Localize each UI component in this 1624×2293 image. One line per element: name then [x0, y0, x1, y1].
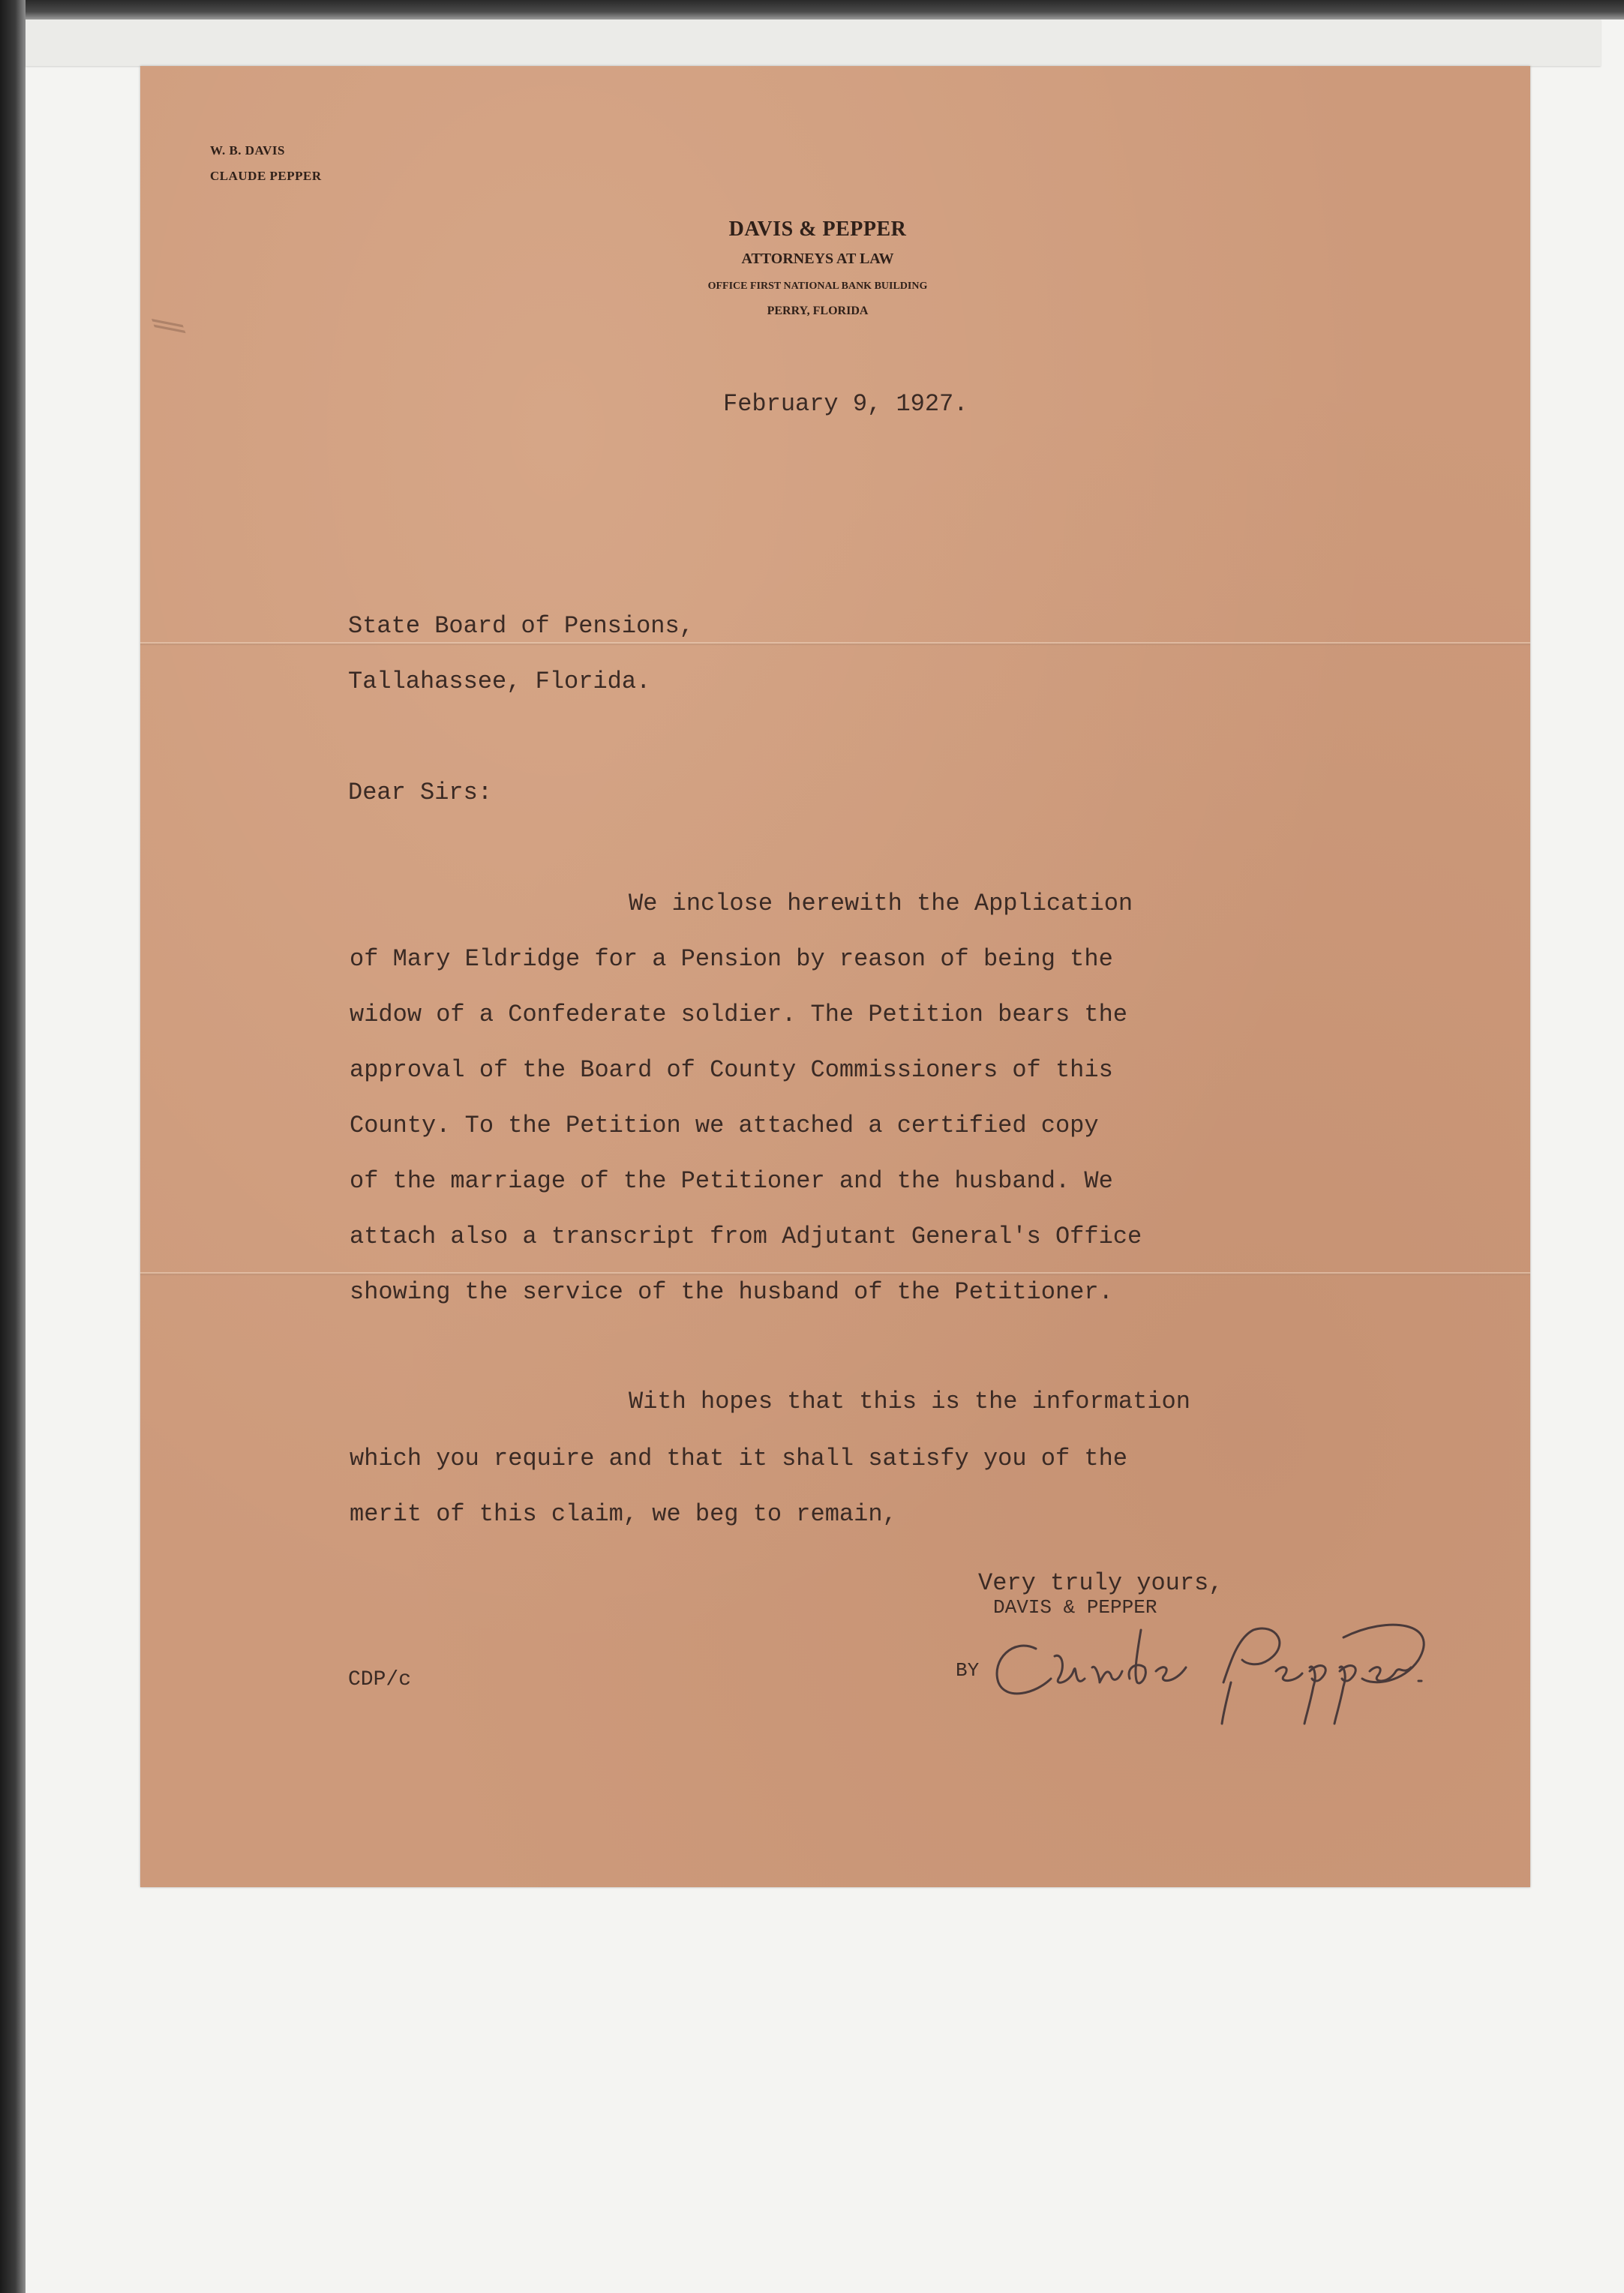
firm-signature: DAVIS & PEPPER: [993, 1596, 1157, 1619]
body-line: merit of this claim, we beg to remain,: [350, 1500, 897, 1528]
pencil-mark-icon: ⁄⁄: [146, 314, 190, 340]
fold-line: [140, 642, 1530, 645]
by-label: BY: [956, 1659, 980, 1682]
handwritten-signature: [923, 1592, 1546, 1727]
salutation: Dear Sirs:: [348, 779, 493, 806]
letter-date: February 9, 1927.: [723, 390, 968, 418]
scan-edge-left: [0, 0, 26, 2293]
body-line: of the marriage of the Petitioner and the husband. We: [350, 1167, 1113, 1195]
recipient-line: State Board of Pensions,: [348, 612, 694, 640]
firm-title: ATTORNEYS AT LAW: [741, 251, 894, 267]
backing-sheet: [26, 20, 1601, 66]
body-line: approval of the Board of County Commissioners of this: [350, 1056, 1113, 1084]
typist-initials: CDP/c: [348, 1668, 412, 1691]
body-line: widow of a Confederate soldier. The Petition bears the: [350, 1001, 1127, 1028]
body-line: showing the service of the husband of the Petitioner.: [350, 1278, 1113, 1306]
letter-paper: [140, 66, 1530, 1887]
body-line: County. To the Petition we attached a certified copy: [350, 1112, 1099, 1139]
partner-names: [210, 138, 322, 189]
body-line: of Mary Eldridge for a Pension by reason of being the: [350, 945, 1113, 973]
firm-city: PERRY, FLORIDA: [767, 305, 869, 317]
firm-name: DAVIS & PEPPER: [728, 218, 907, 241]
firm-office: OFFICE FIRST NATIONAL BANK BUILDING: [707, 281, 928, 292]
closing: Very truly yours,: [978, 1569, 1223, 1597]
body-line: which you require and that it shall satisfy you of the: [350, 1445, 1127, 1472]
partner-name: W. B. DAVIS: [210, 143, 285, 158]
body-line: With hopes that this is the information: [629, 1388, 1190, 1415]
partner-name: CLAUDE PEPPER: [210, 169, 322, 183]
fold-line: [140, 1272, 1530, 1275]
body-line: attach also a transcript from Adjutant General's Office: [350, 1223, 1142, 1250]
body-line: We inclose herewith the Application: [629, 890, 1133, 917]
recipient-line: Tallahassee, Florida.: [348, 668, 651, 695]
scan-edge-top: [0, 0, 1624, 20]
